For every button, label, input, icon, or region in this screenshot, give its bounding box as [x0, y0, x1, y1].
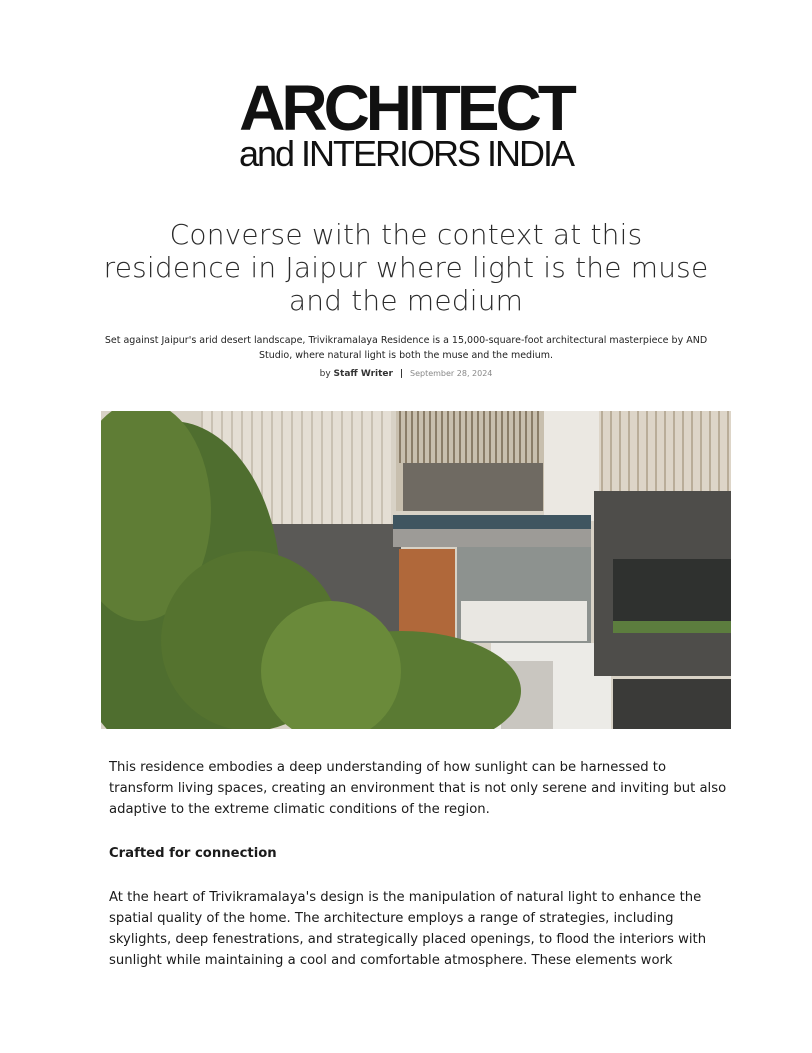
author-link[interactable]: Staff Writer: [333, 369, 393, 379]
masthead-logo[interactable]: [0, 72, 812, 174]
hero-image: [101, 411, 731, 729]
article-standfirst: Set against Jaipur's arid desert landscape, Trivikramalaya Residence is a 15,000-square-foot architectural masterpiece by AND Studio, where natural light is both the muse and the medium.: [104, 335, 708, 361]
section-subheading: Crafted for connection: [109, 846, 277, 861]
residence-facade-illustration: [101, 411, 731, 729]
byline-separator: |: [399, 369, 404, 379]
article-headline: Converse with the context at this residence in Jaipur where light is the muse and the medium: [103, 218, 709, 317]
logo-line-architect: ARCHITECT: [239, 72, 573, 144]
article-paragraph: At the heart of Trivikramalaya's design is the manipulation of natural light to enhance the spatial quality of the home. The architecture employs a range of strategies, including skylights, deep fenestrations, and strategically placed openings, to flood the interiors with sunlight while maintaining a cool and comfortable atmosphere. These elements work: [109, 890, 707, 968]
byline-prefix: by: [319, 369, 331, 379]
publish-date: September 28, 2024: [410, 369, 493, 378]
article-byline: [0, 369, 812, 379]
article-paragraph: This residence embodies a deep understanding of how sunlight can be harnessed to transform living spaces, creating an environment that is not only serene and inviting but also adaptive to the extreme climatic conditions of the region.: [109, 760, 727, 817]
logo-line-interiors: and INTERIORS INDIA: [238, 133, 574, 174]
